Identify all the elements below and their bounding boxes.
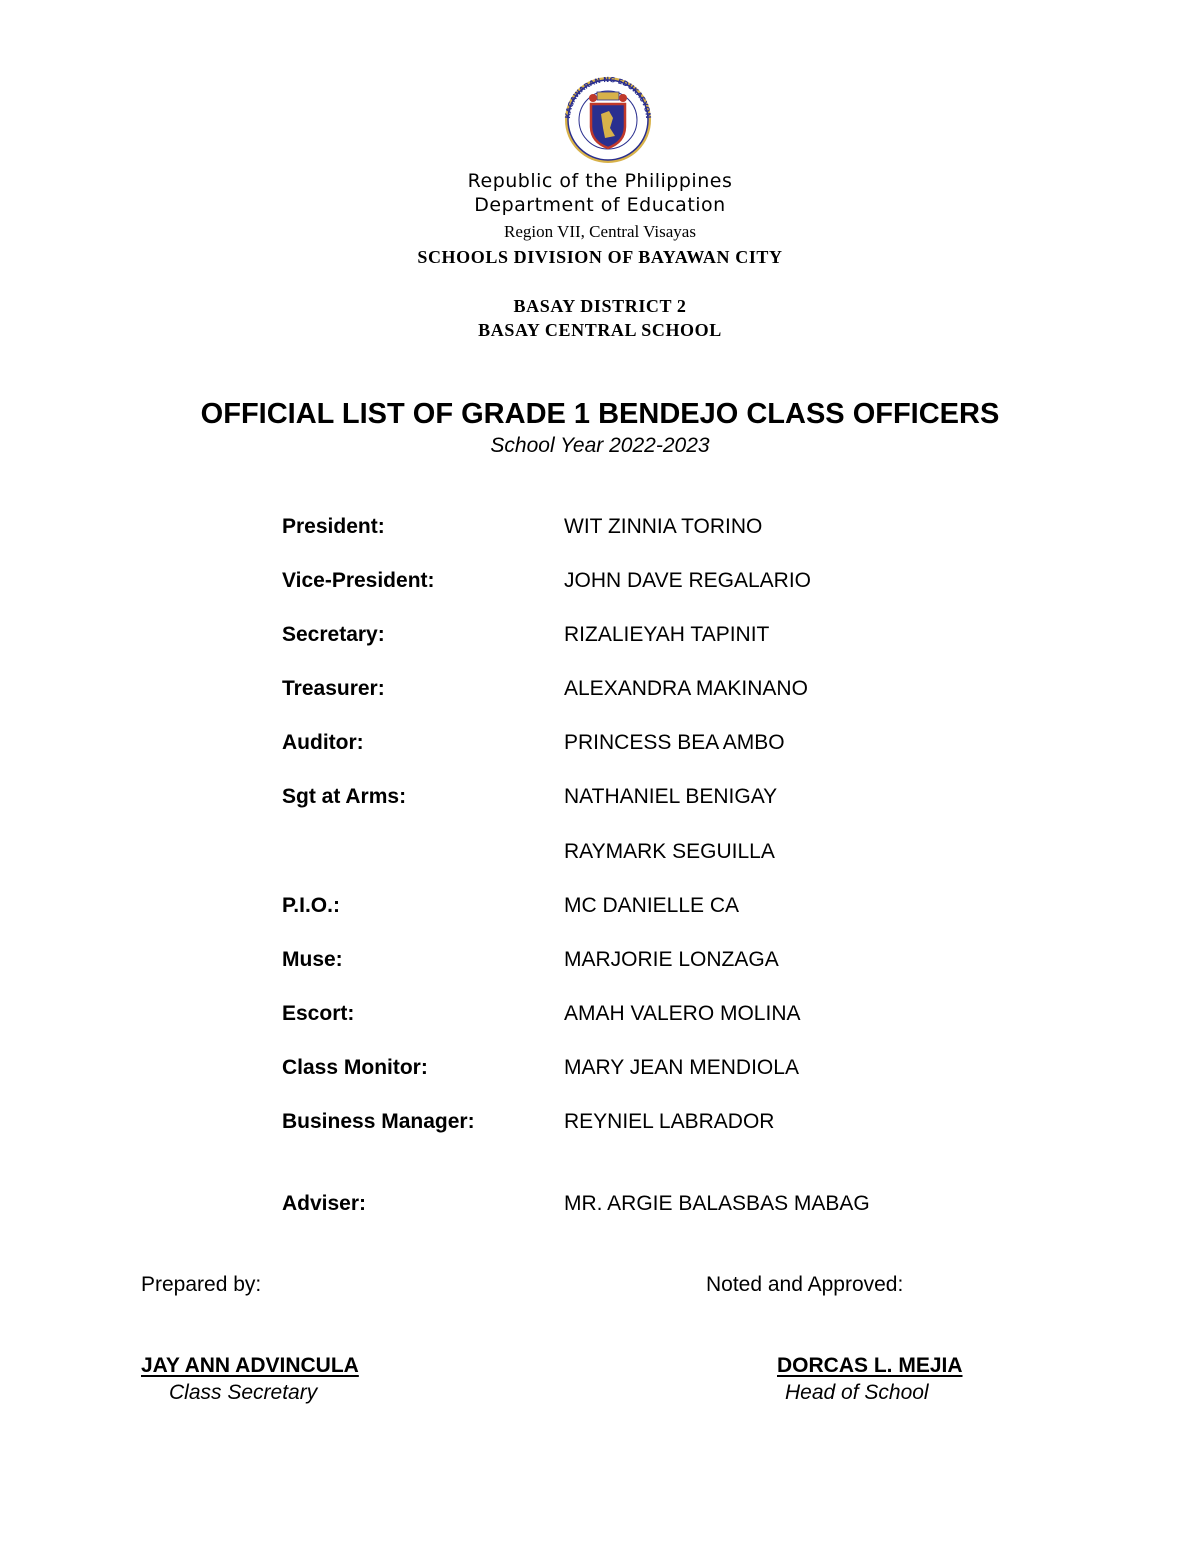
adviser-row: [0, 1192, 1200, 1222]
officer-name: MC DANIELLE CA: [564, 894, 740, 917]
school-year-subtitle: School Year 2022-2023: [490, 434, 710, 457]
officer-name: AMAH VALERO MOLINA: [564, 1002, 801, 1025]
officer-row: [0, 840, 1200, 870]
officer-name: RAYMARK SEGUILLA: [564, 840, 775, 863]
officer-position: Class Monitor:: [282, 1056, 428, 1079]
officer-row: [0, 731, 1200, 761]
officer-name: ALEXANDRA MAKINANO: [564, 677, 808, 700]
adviser-label: Adviser:: [282, 1192, 367, 1215]
approved-by-role: Head of School: [785, 1381, 929, 1404]
officer-position: P.I.O.:: [282, 894, 340, 917]
officer-position: Business Manager:: [282, 1110, 475, 1133]
division-line: SCHOOLS DIVISION OF BAYAWAN CITY: [417, 247, 783, 267]
officer-row: [0, 1002, 1200, 1032]
officer-position: Vice-President:: [282, 569, 435, 592]
prepared-by-name: JAY ANN ADVINCULA: [141, 1354, 359, 1377]
officer-name: PRINCESS BEA AMBO: [564, 731, 785, 754]
officer-name: MARJORIE LONZAGA: [564, 948, 779, 971]
department-line: Department of Education: [474, 194, 726, 216]
prepared-by-role: Class Secretary: [169, 1381, 318, 1404]
officer-row: [0, 515, 1200, 545]
officer-row: [0, 677, 1200, 707]
officer-position: Treasurer:: [282, 677, 385, 700]
officer-position: Muse:: [282, 948, 343, 971]
officer-row: [0, 569, 1200, 599]
officer-row: [0, 623, 1200, 653]
officer-position: Escort:: [282, 1002, 355, 1025]
officer-position: President:: [282, 515, 385, 538]
district-line: BASAY DISTRICT 2: [513, 296, 687, 316]
republic-line: Republic of the Philippines: [467, 170, 733, 192]
officer-position: Auditor:: [282, 731, 364, 754]
svg-text:KAGAWARAN NG EDUKASYON: KAGAWARAN NG EDUKASYON: [563, 76, 653, 119]
officer-name: MARY JEAN MENDIOLA: [564, 1056, 799, 1079]
officer-row: [0, 785, 1200, 815]
prepared-by-label: Prepared by:: [141, 1273, 262, 1296]
deped-seal-logo: [553, 76, 663, 164]
officer-row: [0, 894, 1200, 924]
adviser-name: MR. ARGIE BALASBAS MABAG: [564, 1192, 870, 1215]
approved-by-name: DORCAS L. MEJIA: [777, 1354, 963, 1377]
officer-name: JOHN DAVE REGALARIO: [564, 569, 811, 592]
approved-by-label: Noted and Approved:: [706, 1273, 904, 1296]
officer-name: WIT ZINNIA TORINO: [564, 515, 763, 538]
officer-position: Secretary:: [282, 623, 385, 646]
school-line: BASAY CENTRAL SCHOOL: [478, 320, 722, 340]
officer-row: [0, 1110, 1200, 1140]
officer-name: NATHANIEL BENIGAY: [564, 785, 778, 808]
officer-name: RIZALIEYAH TAPINIT: [564, 623, 770, 646]
officer-name: REYNIEL LABRADOR: [564, 1110, 775, 1133]
officer-position: Sgt at Arms:: [282, 785, 407, 808]
region-line: Region VII, Central Visayas: [504, 222, 696, 241]
officer-row: [0, 1056, 1200, 1086]
officer-row: [0, 948, 1200, 978]
document-title: OFFICIAL LIST OF GRADE 1 BENDEJO CLASS OFFICERS: [200, 398, 1000, 430]
